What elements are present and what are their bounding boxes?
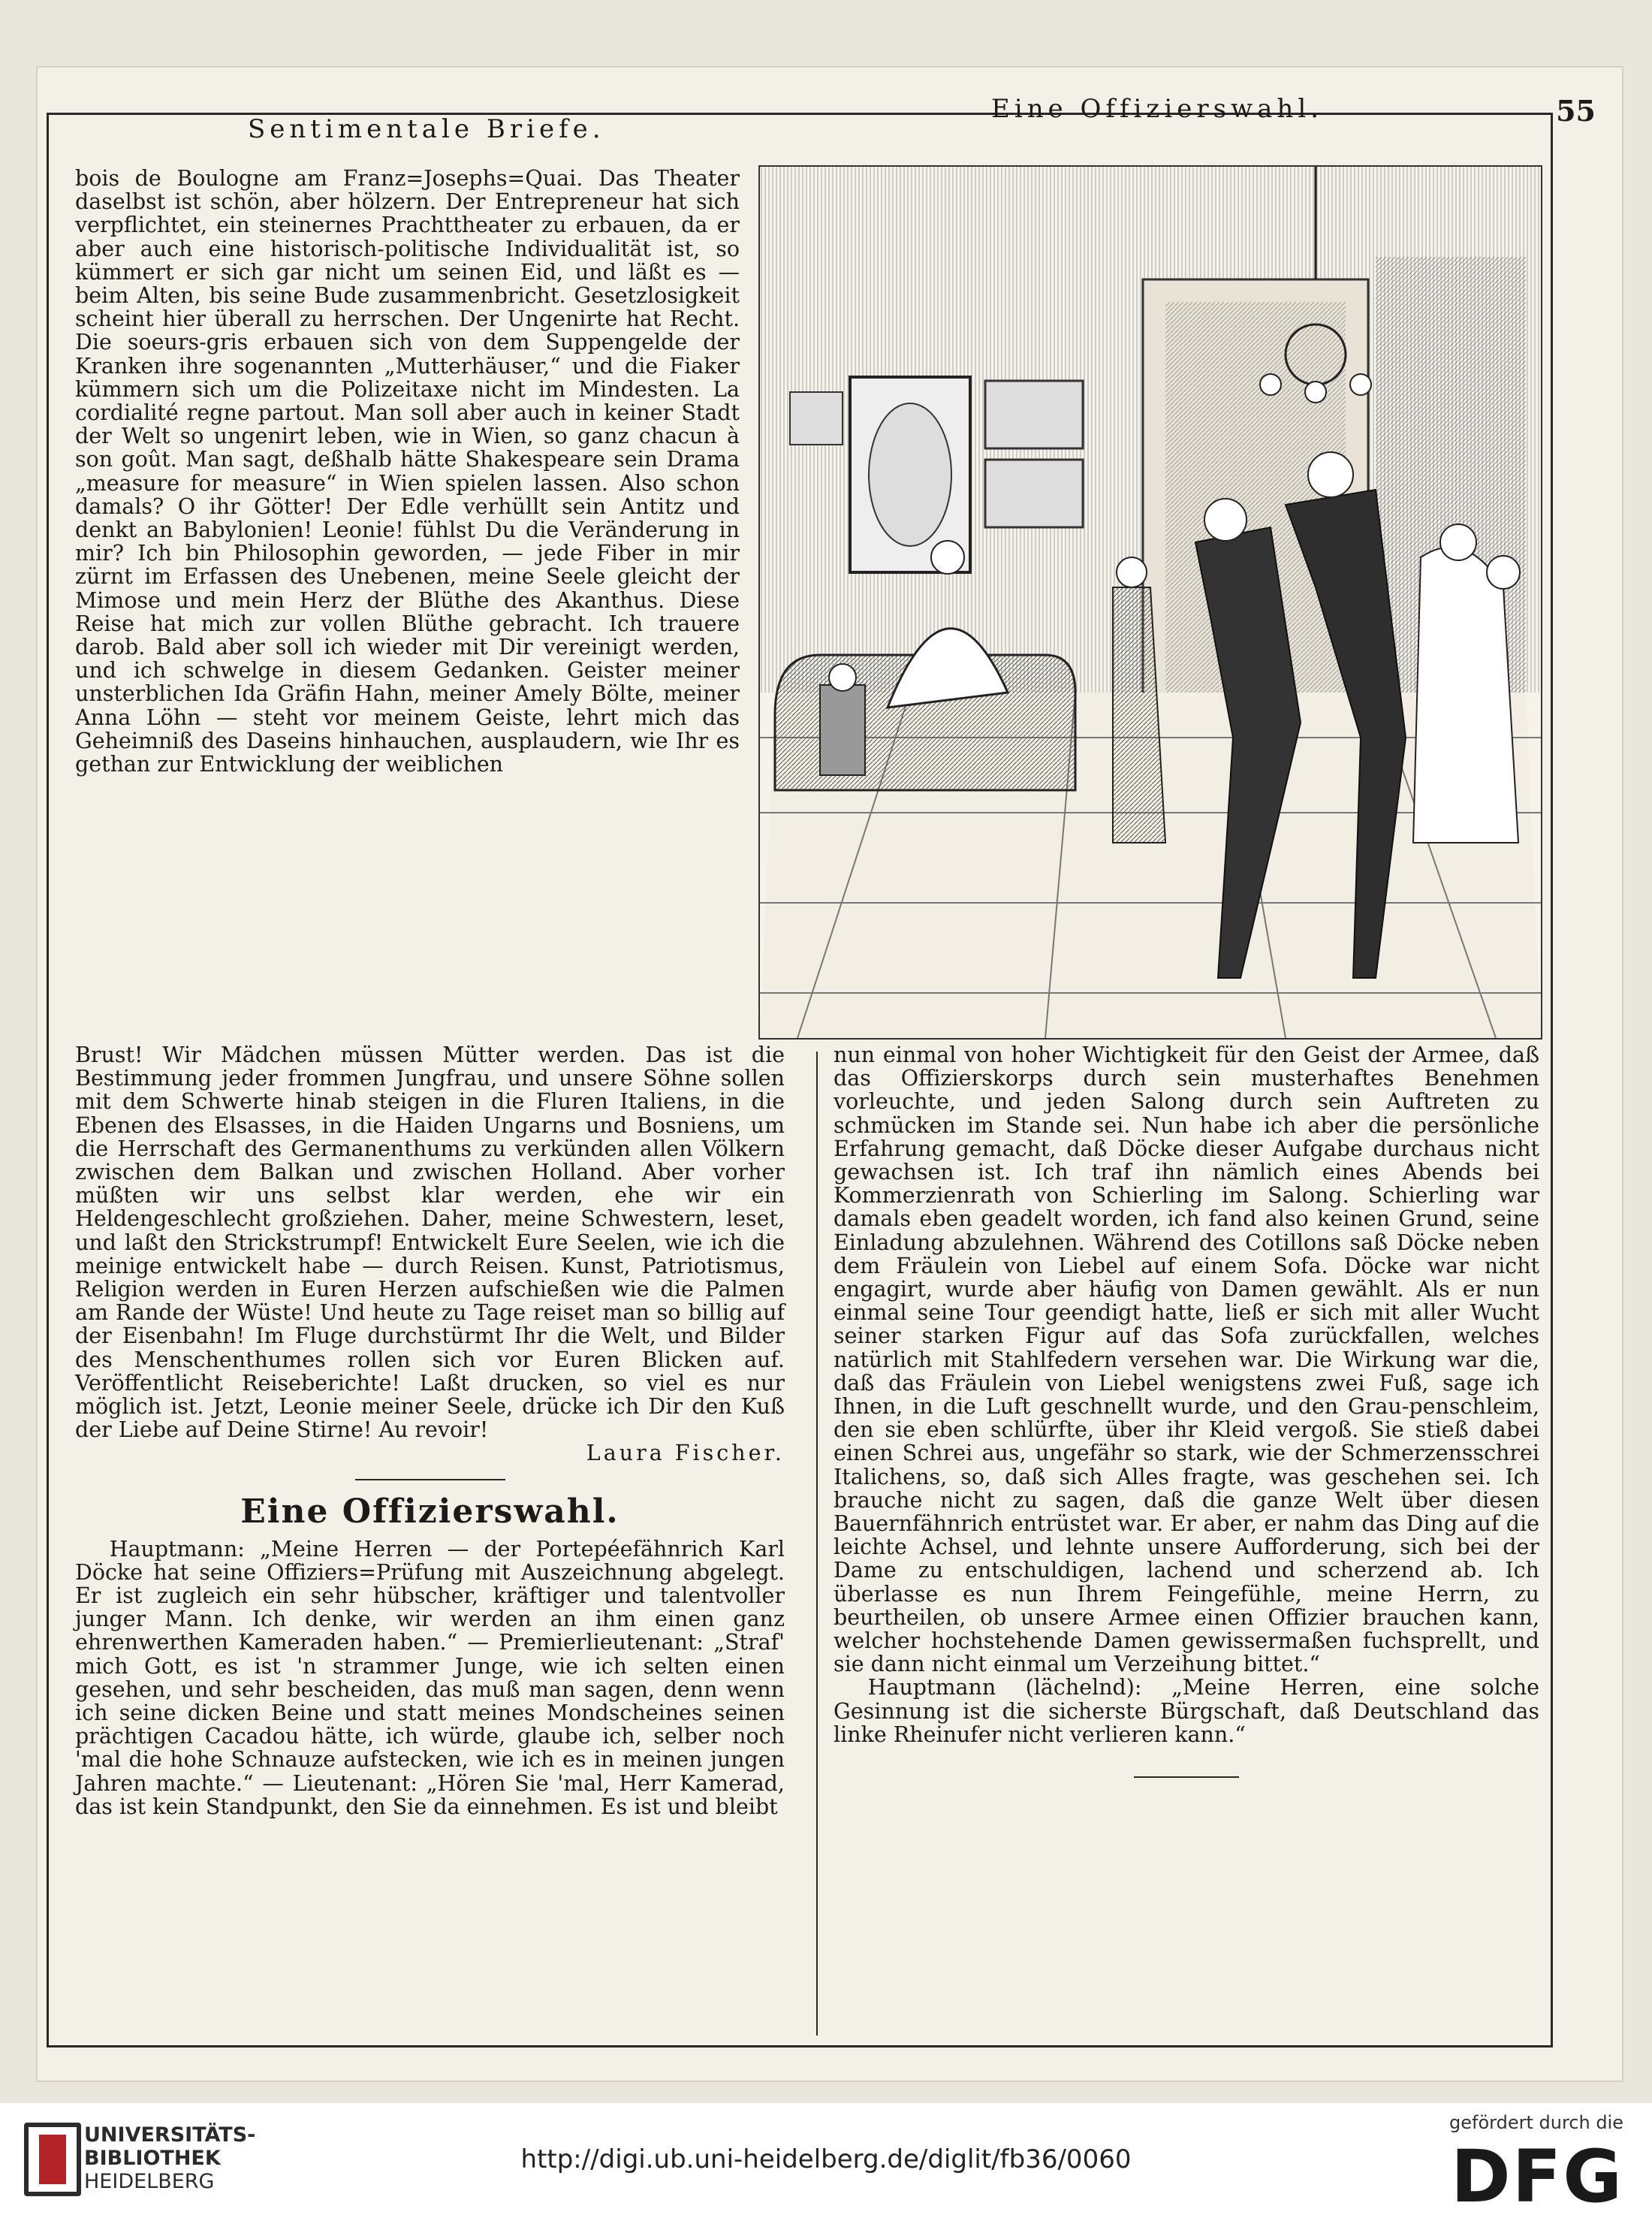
section-divider bbox=[355, 1479, 505, 1480]
section-title: Eine Offizierswahl. bbox=[240, 1492, 620, 1531]
library-name-line-3: HEIDELBERG bbox=[84, 2170, 215, 2193]
dfg-logo[interactable]: DFG bbox=[1450, 2135, 1623, 2219]
running-head-right: Eine Offizierswahl. bbox=[991, 94, 1323, 124]
library-name-line-1: UNIVERSITÄTS- bbox=[84, 2123, 256, 2147]
left-paragraph-1: bois de Boulogne am Franz=Josephs=Quai. Das Theater daselbst ist schön, aber hölzern. Der Entrepreneur hat sich verpflichtet, ein steinernes Prachttheater zu erbauen, da er aber auch eine historisch-politische Individualität ist, so kümmert er sich gar nicht um seinen Eid, und läßt es — beim Alten, bis seine Bude zusammenbricht. Gesetzlosigkeit scheint hier überall zu herrschen. Der Ungenirte hat Recht. Die soeurs-gris erbauen sich von dem Suppengelde der Kranken ihre sogenannten „Mutterhäuser,“ und die Fiaker kümmern sich um die Polizeitaxe nicht im Mindesten. La cordialité regne partout. Man soll aber auch in keiner Stadt der Welt so ungenirt leben, wie in Wien, so ganz chacun à son goût. Man sagt, deßhalb hätte Shakespeare sein Drama „measure for measure“ in Wien spielen lassen. Also schon damals? O ihr Götter! Der Edle verhüllt sein Antitz und denkt an Babylonien! Leonie! fühlst Du die Veränderung in mir? Ich bin Philosophin geworden, — jede Fiber in mir zürnt im Erfassen des Unebenen, meine Seele gleicht der Mimose und mein Herz der Blüthe des Akanthus. Diese Reise hat mich zur vollen Blüthe gebracht. Ich trauere darob. Bald aber soll ich wieder mit Dir vereinigt werden, und ich schwelge in diesem Gedanken. Geister meiner unsterblichen Ida Gräfin Hahn, meiner Amely Bölte, meiner Anna Löhn — steht vor meinem Geiste, lehrt mich das Geheimniß des Daseins hinhauchen, ausplaudern, wie Ihr es gethan zur Entwicklung der weiblichen bbox=[75, 166, 740, 777]
running-head-left: Sentimentale Briefe. bbox=[248, 114, 605, 144]
left-column-top bbox=[75, 167, 740, 776]
right-column bbox=[834, 1043, 1539, 1787]
letter-signature: Laura Fischer. bbox=[586, 1441, 785, 1466]
closing-rule bbox=[1134, 1776, 1239, 1778]
permalink-url[interactable]: http://digi.ub.uni-heidelberg.de/diglit/fb36/0060 bbox=[520, 2144, 1132, 2174]
engraving-image bbox=[760, 167, 1541, 1038]
funding-label: gefördert durch die bbox=[1449, 2112, 1623, 2133]
right-paragraph-1: nun einmal von hoher Wichtigkeit für den Geist der Armee, daß das Offizierskorps durch sein musterhaftes Benehmen vorleuchte, und jeden Salong durch sein Auftreten zu schmücken im Stande sei. Nun habe ich aber die persönliche Erfahrung gemacht, daß Döcke dieser Aufgabe durchaus nicht gewachsen ist. Ich traf ihn nämlich eines Abends bei Kommerzienrath von Schierling im Salong. Schierling war damals eben geadelt worden, ich fand also keinen Grund, seine Einladung abzulehnen. Während des Cotillons saß Döcke neben dem Fräulein von Liebel auf einem Sofa. Döcke war nicht engagirt, wurde aber häufig von Damen gewählt. Als er nun einmal seine Tour geendigt hatte, ließ er sich mit aller Wucht seiner starken Figur auf das Sofa zurückfallen, welches natürlich mit Stahlfedern versehen war. Die Wirkung war die, daß das Fräulein von Liebel wenigstens zwei Fuß, sage ich Ihnen, in die Luft geschnellt wurde, und den Grau-penschleim, den sie eben schlürfte, über ihr Kleid vergoß. Sie stieß dabei einen Schrei aus, ungefähr so stark, wie der Schmerzensschrei Italichens, so, daß sich Alles fragte, was geschehen sei. Ich brauche nicht zu sagen, daß die ganze Welt über diesen Bauernfähnrich entrüstet war. Er aber, er nahm das Ding auf die leichte Achsel, und lehnte unsere Aufforderung, sich bei der Dame zu entschuldigen, lachend und scherzend ab. Ich überlasse es nun Ihrem Feingefühle, meine Herrn, zu beurtheilen, ob unsere Armee einen Offizier brauchen kann, welcher hochstehende Damen gewissermaßen fuchsprellt, und sie dann nicht einmal um Verzeihung bittet.“ bbox=[834, 1043, 1539, 1677]
left-column-bottom bbox=[75, 1043, 785, 1818]
left-paragraph-2: Brust! Wir Mädchen müssen Mütter werden. Das ist die Bestimmung jeder frommen Jungfrau, und unsere Söhne sollen mit dem Schwerte hinab steigen in die Fluren Italiens, in die Ebenen des Elsasses, in die Haiden Ungarns und Bosniens, um die Herrschaft des Germanenthums zu verkünden allen Völkern zwischen dem Balkan und zwischen Holland. Aber vorher müßten wir uns selbst klar werden, ehe wir ein Heldengeschlecht großziehen. Daher, meine Schwestern, leset, und laßt den Strickstrumpf! Entwickelt Eure Seelen, wie ich die meinige entwickelt habe — durch Reisen. Kunst, Patriotismus, Religion werden in Euren Herzen aufschießen wie die Palmen am Rande der Wüste! Und heute zu Tage reiset man so billig auf der Eisenbahn! Im Fluge durchstürmt Ihr die Welt, und Bilder des Menschenthumes rollen sich vor Euren Blicken auf. Veröffentlicht Reiseberichte! Laßt drucken, so viel es nur möglich ist. Jetzt, Leonie meiner Seele, drücke ich Dir den Kuß der Liebe auf Deine Stirne! Au revoir! bbox=[75, 1043, 785, 1443]
column-divider bbox=[816, 1052, 818, 2035]
library-name-line-2: BIBLIOTHEK bbox=[84, 2147, 221, 2170]
left-paragraph-3: Hauptmann: „Meine Herren — der Portepéefähnrich Karl Döcke hat seine Offiziers=Prüfung mit Auszeichnung abgelegt. Er ist zugleich ein sehr hübscher, kräftiger und talentvoller junger Mann. Ich denke, wir werden an ihm einen ganz ehrenwerthen Kameraden haben.“ — Premierlieutenant: „Straf' mich Gott, es ist 'n strammer Junge, wie ich selten einen gesehen, und sehr bescheiden, das muß man sagen, denn wenn ich seine dicken Beine und statt meines Mondscheines seinen prächtigen Cacadou hätte, ich würde, glaube ich, selber noch 'mal die hohe Schnauze aufstecken, wie ich es in meinen jungen Jahren machte.“ — Lieutenant: „Hören Sie 'mal, Herr Kamerad, das ist kein Standpunkt, den Sie da einnehmen. Es ist und bleibt bbox=[75, 1536, 785, 1819]
salon-illustration bbox=[758, 165, 1542, 1040]
page-number: 55 bbox=[1556, 94, 1596, 128]
right-paragraph-2: Hauptmann (lächelnd): „Meine Herren, eine solche Gesinnung ist die sicherste Bürgschaft, daß Deutschland das linke Rheinufer nicht verlieren kann.“ bbox=[834, 1675, 1539, 1747]
